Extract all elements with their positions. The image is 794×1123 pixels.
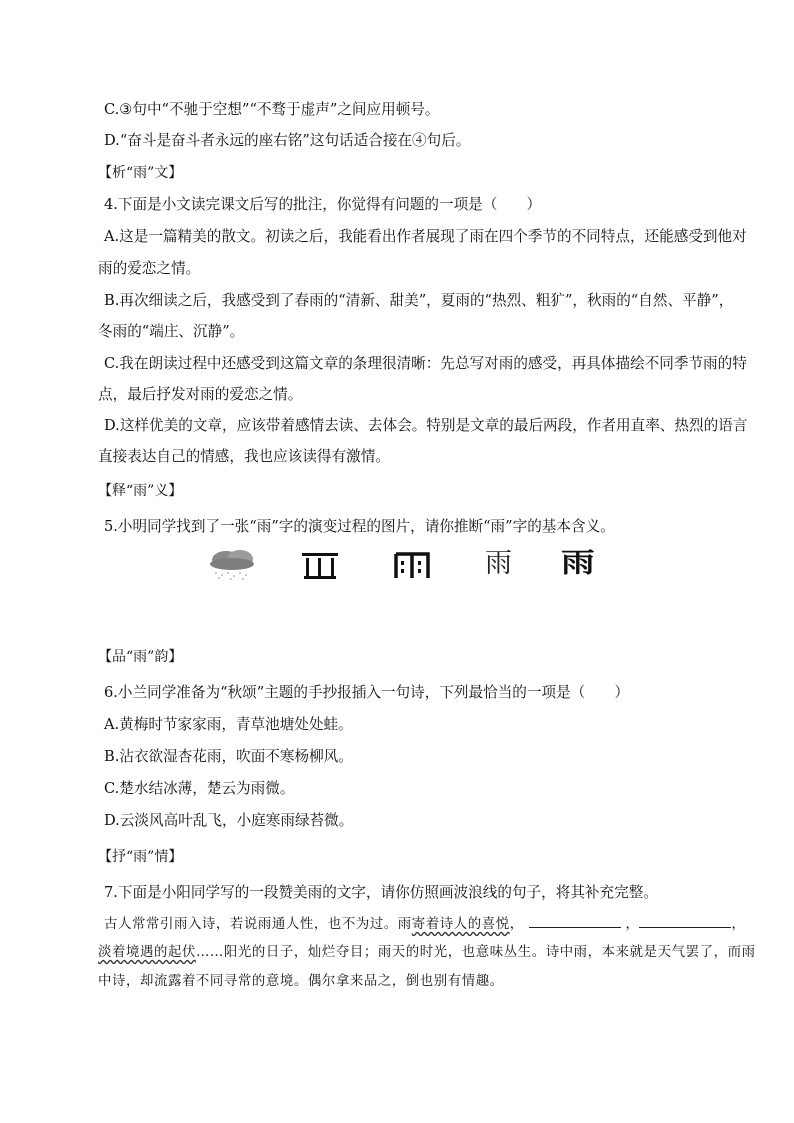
oracle-bone-rain-glyph bbox=[300, 548, 340, 582]
q4-option-b-line2: 冬雨的“端庄、沉静”。 bbox=[98, 323, 245, 340]
section-heading-shu: 【抒“雨”情】 bbox=[98, 849, 183, 865]
q5-stem: 5.小明同学找到了一张“雨”字的演变过程的图片，请你推断“雨”字的基本含义。 bbox=[104, 518, 615, 535]
q4-option-a-line2: 雨的爱恋之情。 bbox=[98, 260, 201, 277]
q6-option-a: A.黄梅时节家家雨，青草池塘处处蛙。 bbox=[104, 716, 353, 733]
q7-stem: 7.下面是小阳同学写的一段赞美雨的文字，请你仿照画波浪线的句子，将其补充完整。 bbox=[104, 884, 658, 901]
q4-option-d-line1: D.这样优美的文章，应该带着感情去读、去体会。特别是文章的最后两段，作者用直率、热烈的语言 bbox=[104, 417, 748, 434]
q4-option-a-line1: A.这是一篇精美的散文。初读之后，我能看出作者展现了雨在四个季节的不同特点，还能感受到他对 bbox=[104, 228, 747, 245]
q7-answer-blank-1[interactable] bbox=[529, 913, 621, 928]
seal-script-rain-glyph: 雨 bbox=[485, 548, 512, 579]
q4-option-d-line2: 直接表达自己的情感，我也应该读得有激情。 bbox=[98, 448, 390, 465]
q3-option-d: D.“奋斗是奋斗者永远的座右铭”这句话适合接在④句后。 bbox=[104, 132, 471, 149]
section-heading-xi: 【析“雨”文】 bbox=[98, 165, 183, 181]
rain-character-evolution-image bbox=[204, 548, 595, 582]
q6-stem: 6.小兰同学准备为“秋颂”主题的手抄报插入一句诗，下列最恰当的一项是（ ） bbox=[104, 684, 630, 701]
q7-comma-2: ， bbox=[625, 917, 640, 932]
q7-wavy-phrase-1: 寄着诗人的喜悦 bbox=[411, 917, 510, 932]
q7-text-middle: ……阳光的日子，灿烂夺目；雨天的时光，也意味丛生。诗中雨，本来就是天气罢了，而雨 bbox=[195, 945, 756, 960]
clerical-script-rain-glyph: 雨 bbox=[561, 548, 595, 579]
section-heading-shi: 【释“雨”义】 bbox=[98, 483, 183, 499]
q7-text-intro: 古人常常引雨入诗，若说雨通人性，也不为过。雨 bbox=[104, 917, 412, 932]
q3-option-c: C.③句中“不驰于空想”“不骛于虚声”之间应用顿号。 bbox=[104, 101, 440, 118]
q7-answer-blank-2[interactable] bbox=[639, 913, 731, 928]
q7-comma-1: ， bbox=[509, 917, 524, 932]
q7-paragraph-line3: 中诗，却流露着不同寻常的意境。偶尔拿来品之，倒也别有情趣。 bbox=[98, 974, 504, 989]
bronze-script-rain-glyph bbox=[392, 548, 432, 582]
q6-option-d: D.云淡风高叶乱飞，小庭寒雨绿苔微。 bbox=[104, 812, 354, 829]
q6-option-c: C.楚水结冰薄，楚云为雨微。 bbox=[104, 780, 295, 797]
q4-option-c-line1: C.我在朗读过程中还感受到这篇文章的条理很清晰：先总写对雨的感受，再具体描绘不同季节雨的特 bbox=[104, 355, 747, 372]
cloud-rain-icon bbox=[204, 548, 260, 582]
q7-paragraph-line2 bbox=[98, 943, 756, 963]
q4-stem: 4.下面是小文读完课文后写的批注，你觉得有问题的一项是（ ） bbox=[104, 196, 542, 213]
q7-paragraph-line1 bbox=[104, 913, 745, 935]
q4-option-c-line2: 点，最后抒发对雨的爱恋之情。 bbox=[98, 386, 303, 403]
section-heading-pin: 【品“雨”韵】 bbox=[98, 649, 183, 665]
q7-wavy-phrase-2: 淡着境遇的起伏 bbox=[98, 945, 196, 960]
q6-option-b: B.沾衣欲湿杏花雨，吹面不寒杨柳风。 bbox=[104, 748, 353, 765]
q4-option-b-line1: B.再次细读之后，我感受到了春雨的“清新、甜美”，夏雨的“热烈、粗犷”，秋雨的“自然、平静”， bbox=[104, 292, 734, 309]
q7-comma-3: ， bbox=[731, 917, 746, 932]
